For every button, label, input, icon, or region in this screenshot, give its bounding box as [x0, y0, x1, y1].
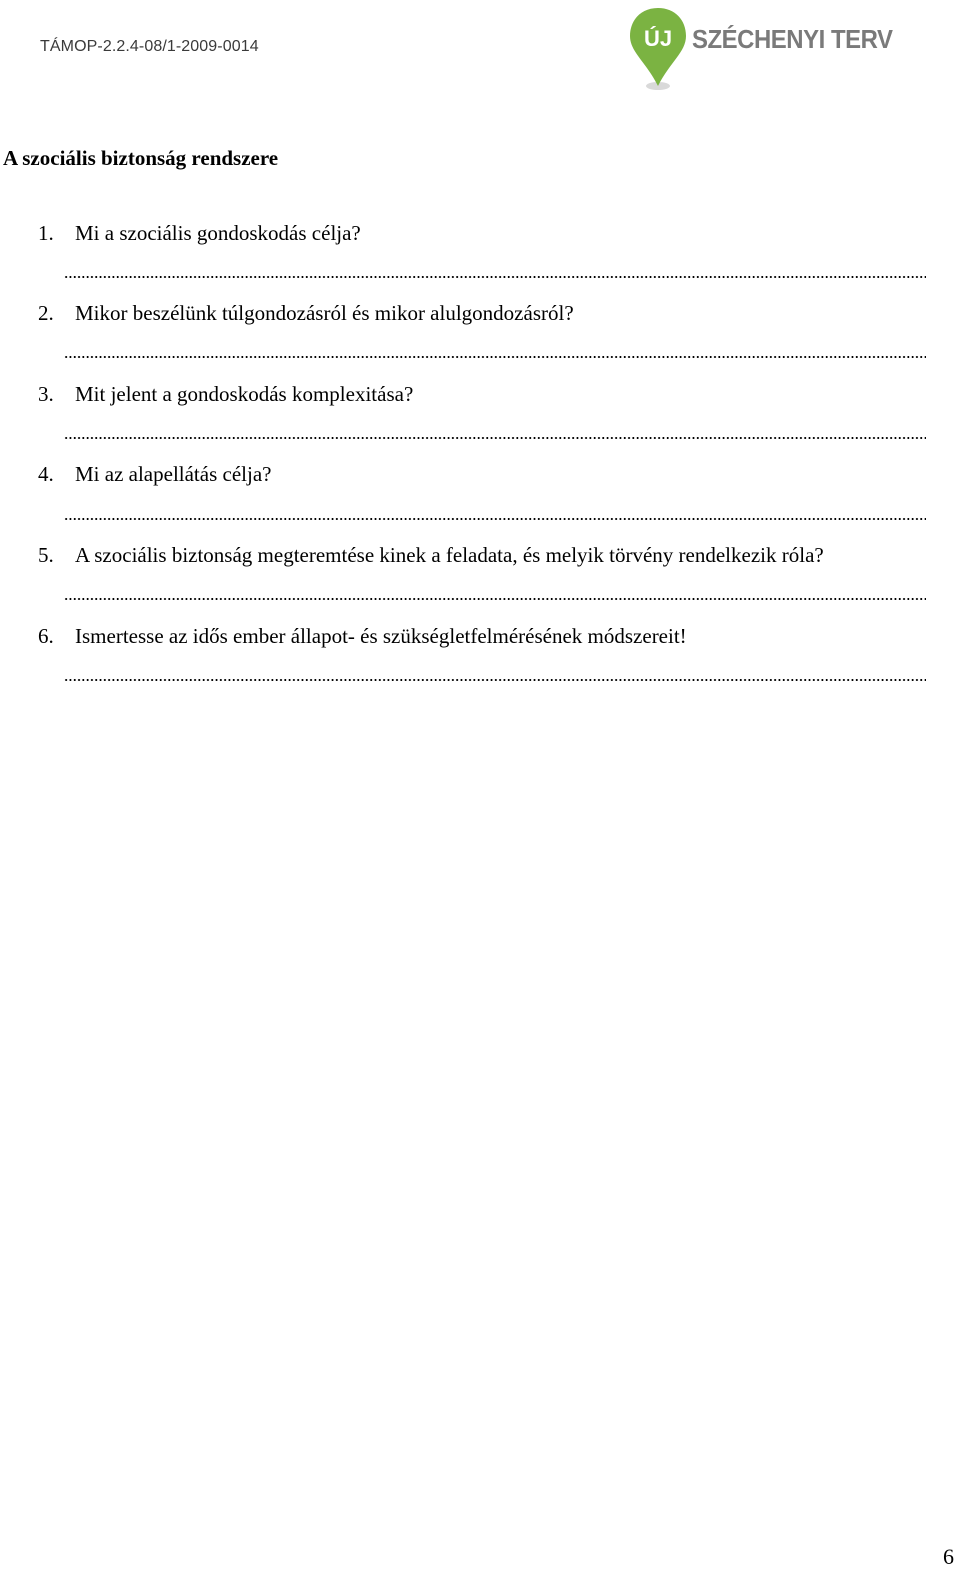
- answer-line-3: [64, 436, 926, 442]
- question-number: 3.: [38, 382, 54, 406]
- answer-line-2: [64, 355, 926, 361]
- question-number: 2.: [38, 301, 54, 325]
- question-1: [38, 221, 361, 246]
- question-text: Mikor beszélünk túlgondozásról és mikor alulgondozásról?: [75, 301, 574, 325]
- location-pin-icon: [628, 6, 692, 92]
- question-3: [38, 382, 413, 407]
- section-title: A szociális biztonság rendszere: [3, 146, 279, 170]
- question-4: [38, 462, 271, 487]
- question-text: Mi a szociális gondoskodás célja?: [75, 221, 361, 245]
- answer-line-6: [64, 678, 926, 684]
- question-number: 6.: [38, 624, 54, 648]
- answer-line-4: [64, 517, 926, 523]
- question-number: 1.: [38, 221, 54, 245]
- header-project-code: TÁMOP-2.2.4-08/1-2009-0014: [40, 38, 259, 55]
- logo-text: SZÉCHENYI TERV: [692, 24, 893, 54]
- question-2: [38, 301, 574, 326]
- answer-line-1: [64, 275, 926, 281]
- page-number: 6: [943, 1544, 954, 1569]
- question-number: 5.: [38, 543, 54, 567]
- question-text: Ismertesse az idős ember állapot- és szükségletfelmérésének módszereit!: [75, 624, 687, 648]
- answer-line-5: [64, 597, 926, 603]
- question-text: Mit jelent a gondoskodás komplexitása?: [75, 382, 414, 406]
- szechenyi-terv-logo: [628, 6, 908, 92]
- question-number: 4.: [38, 462, 54, 486]
- logo-badge-text: ÚJ: [643, 26, 673, 51]
- question-5: [38, 543, 824, 568]
- question-text: A szociális biztonság megteremtése kinek a feladata, és melyik törvény rendelkezik róla?: [75, 543, 824, 567]
- question-text: Mi az alapellátás célja?: [75, 462, 272, 486]
- question-6: [38, 624, 687, 649]
